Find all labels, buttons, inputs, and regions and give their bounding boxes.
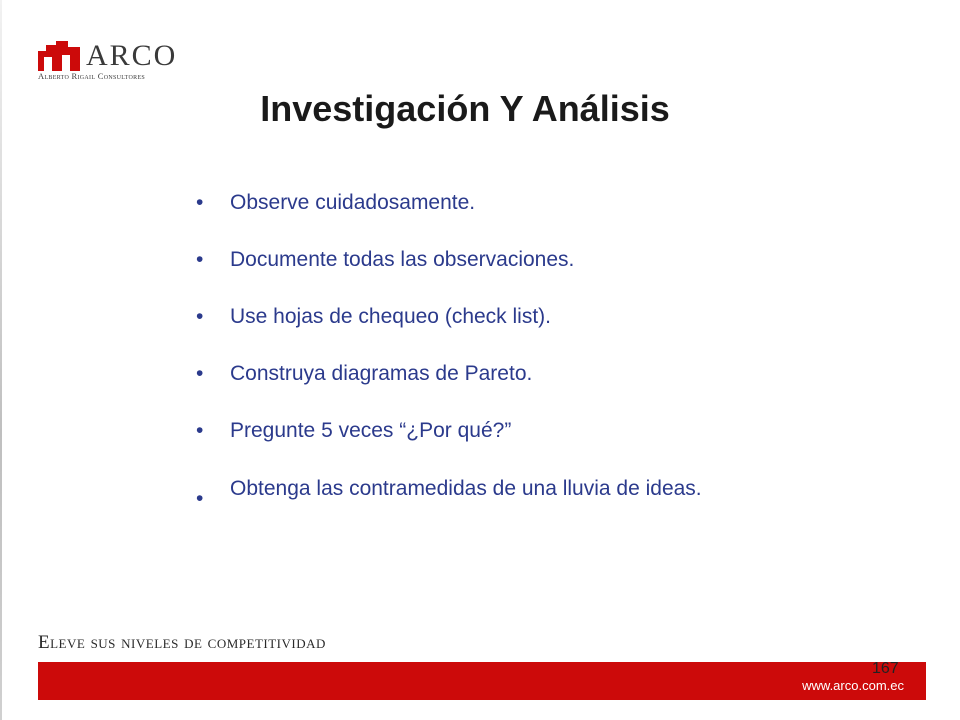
bullet-item (196, 416, 796, 446)
bullet-text: Use hojas de chequeo (check list). (230, 305, 551, 328)
bullet-icon: • (196, 248, 204, 271)
bullet-item (196, 359, 796, 389)
bullet-icon: • (196, 487, 204, 510)
footer-tagline: Eleve sus niveles de competitividad (38, 632, 326, 653)
slide-number: 167 (872, 660, 899, 677)
bullet-text: Obtenga las contramedidas de una lluvia de ideas. (230, 477, 702, 500)
arco-logo (36, 40, 196, 80)
arco-logo-mark-icon (36, 41, 84, 71)
bullet-icon: • (196, 419, 204, 442)
slide-title: Investigación Y Análisis (260, 88, 670, 129)
bullet-text: Pregunte 5 veces “¿Por qué?” (230, 419, 512, 442)
bullet-icon: • (196, 362, 204, 385)
footer-url-link[interactable]: www.arco.com.ec (802, 678, 904, 693)
bullet-item (196, 245, 796, 275)
logo-brand-text: ARCO (86, 39, 178, 72)
bullet-item (196, 302, 796, 332)
bullet-item (196, 188, 796, 218)
bullet-text: Documente todas las observaciones. (230, 248, 575, 271)
bullet-text: Observe cuidadosamente. (230, 191, 476, 214)
bullet-icon: • (196, 191, 204, 214)
bullet-item (196, 463, 796, 514)
bullet-icon: • (196, 305, 204, 328)
footer-bar (38, 662, 926, 700)
bullet-text: Construya diagramas de Pareto. (230, 362, 533, 385)
bullet-list (196, 188, 796, 541)
logo-subtitle: Alberto Rigail Consultores (38, 71, 146, 81)
